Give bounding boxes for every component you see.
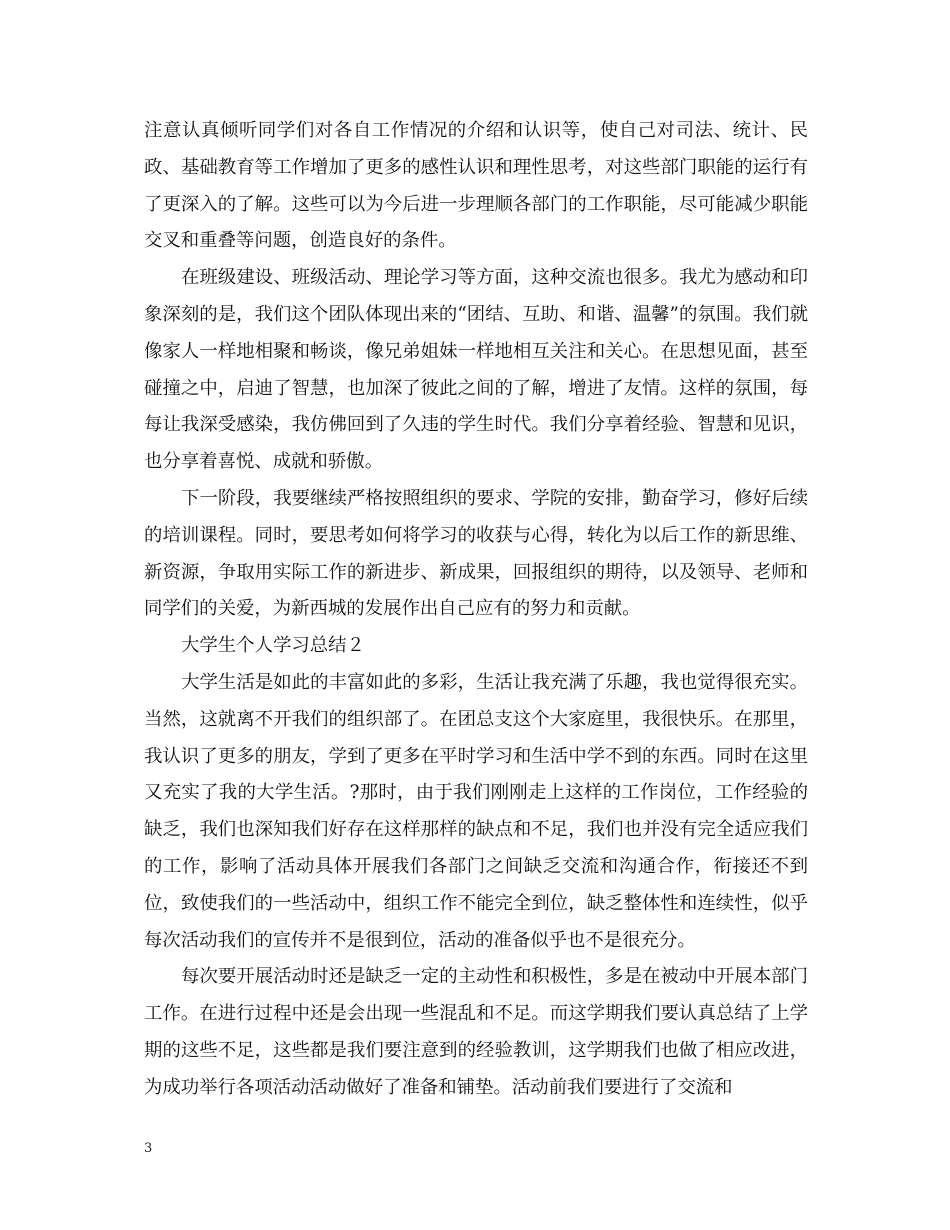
- section-title: 大学生个人学习总结２: [181, 635, 365, 657]
- paragraph-college-life: 大学生活是如此的丰富如此的多彩，生活让我充满了乐趣，我也觉得很充实。当然，这就离不开我们的组织部了。在团总支这个大家庭里，我很快乐。在那里，我认识了更多的朋友，学到了更多在平时学习和生活中学不到的东西。同时在这里又充实了我的大学生活。?那时，由于我们刚刚走上这样的工作岗位，工作经验的缺乏，我们也深知我们好存在这样那样的缺点和不足，我们也并没有完全适应我们的工作，影响了活动具体开展我们各部门之间缺乏交流和沟通合作，衔接还不到位，致使我们的一些活动中，组织工作不能完全到位，缺乏整体性和连续性，似乎每次活动我们的宣传并不是很到位，活动的准备似乎也不是很充分。: [144, 671, 808, 951]
- paragraph-next-stage: 下一阶段，我要继续严格按照组织的要求、学院的安排，勤奋学习，修好后续的培训课程。同时，要思考如何将学习的收获与心得，转化为以后工作的新思维、新资源，争取用实际工作的新进步、新成果，回报组织的期待，以及领导、老师和同学们的关爱，为新西城的发展作出自己应有的努力和贡献。: [144, 487, 808, 620]
- paragraph-class-exchange: 在班级建设、班级活动、理论学习等方面，这种交流也很多。我尤为感动和印象深刻的是，我们这个团队体现出来的“团结、互助、和谐、温馨”的氛围。我们就像家人一样地相聚和畅谈，像兄弟姐妹一样地相互关注和关心。在思想见面，甚至碰撞之中，启迪了智慧，也加深了彼此之间的了解，增进了友情。这样的氛围，每每让我深受感染，我仿佛回到了久违的学生时代。我们分享着经验、智慧和见识，也分享着喜悦、成就和骄傲。: [144, 267, 808, 473]
- document-body: [144, 113, 808, 1107]
- paragraph-continued: 注意认真倾听同学们对各自工作情况的介绍和认识等，使自己对司法、统计、民政、基础教育等工作增加了更多的感性认识和理性思考，对这些部门职能的运行有了更深入的了解。这些可以为今后进一步理顺各部门的工作职能，尽可能减少职能交叉和重叠等问题，创造良好的条件。: [144, 120, 808, 252]
- paragraph-activities: 每次要开展活动时还是缺乏一定的主动性和积极性，多是在被动中开展本部门工作。在进行过程中还是会出现一些混乱和不足。而这学期我们要认真总结了上学期的这些不足，这些都是我们要注意到的经验教训，这学期我们也做了相应改进，为成功举行各项活动活动做好了准备和铺垫。活动前我们要进行了交流和: [144, 966, 808, 1098]
- page-number: 3: [144, 1141, 153, 1156]
